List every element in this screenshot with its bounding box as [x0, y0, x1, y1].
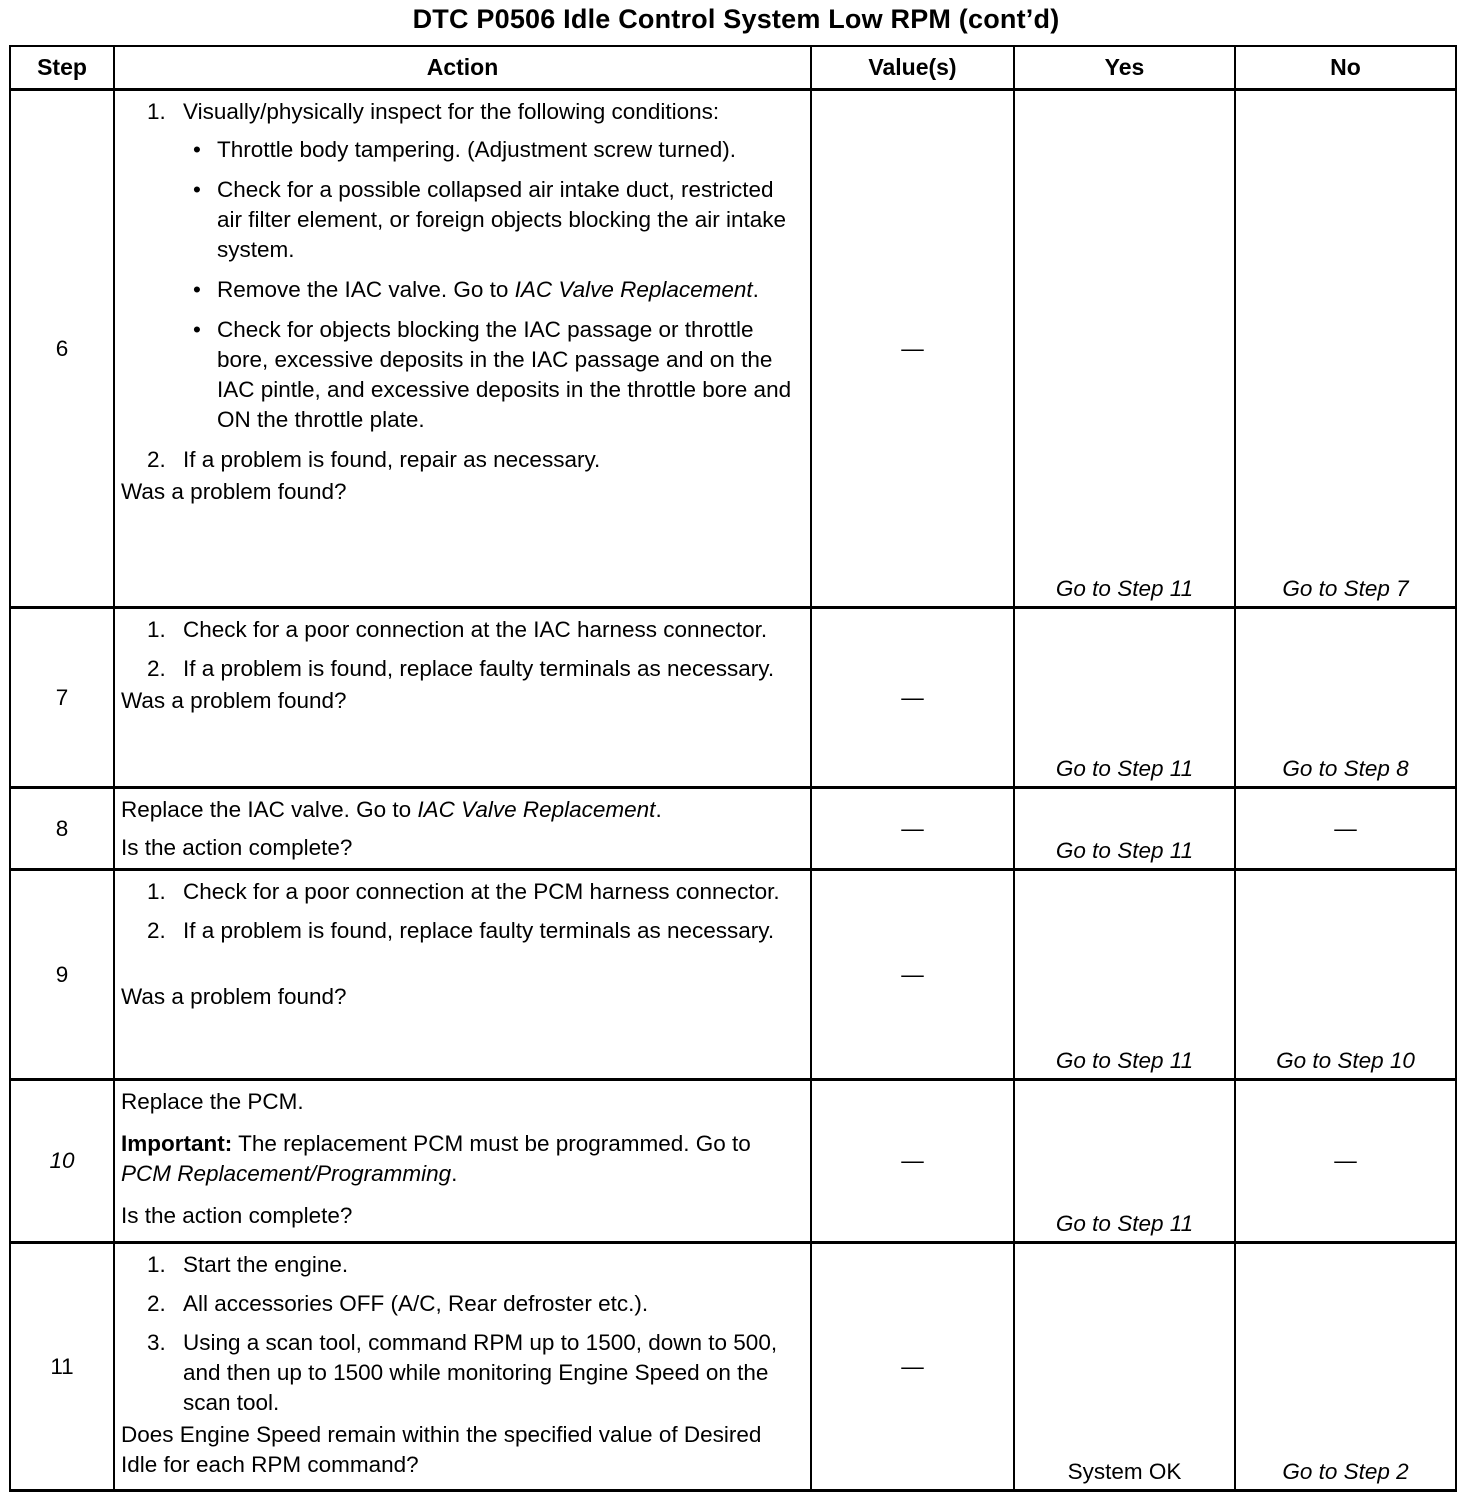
- list-item: [121, 654, 802, 684]
- list-item: [121, 1328, 802, 1418]
- reference-link-text: IAC Valve Replacement: [417, 797, 656, 822]
- item-text: Visually/physically inspect for the following conditions:: [183, 99, 720, 124]
- bullet-text: Check for objects blocking the IAC passage or throttle bore, excessive deposits in the IAC passage and on the IAC pintle, and excessive deposits in the throttle bore and ON the throttle plate.: [217, 317, 792, 432]
- table-row: [10, 1243, 1456, 1491]
- header-yes: Yes: [1014, 46, 1235, 90]
- important-text: The replacement PCM must be programmed. Go to: [232, 1131, 751, 1156]
- item-text: All accessories OFF (A/C, Rear defroster etc.).: [183, 1291, 649, 1316]
- numbered-list: [121, 1250, 802, 1418]
- step-number: 11: [10, 1243, 114, 1491]
- table-row: [10, 788, 1456, 870]
- bullet-text: Check for a possible collapsed air intake duct, restricted air filter element, or foreign objects blocking the air intake system.: [217, 177, 787, 262]
- important-note: [121, 1129, 802, 1189]
- important-label: Important:: [121, 1131, 233, 1156]
- item-text: If a problem is found, repair as necessary.: [183, 447, 601, 472]
- item-number: 1.: [147, 1252, 166, 1277]
- item-number: 1.: [147, 617, 166, 642]
- action-line: [121, 795, 802, 825]
- list-item: [121, 97, 802, 435]
- bullet-text-end: .: [752, 277, 759, 302]
- item-number: 2.: [147, 656, 166, 681]
- list-item: [121, 877, 802, 907]
- step-number: 10: [10, 1080, 114, 1243]
- page-title: DTC P0506 Idle Control System Low RPM (cont’d): [412, 4, 1060, 34]
- item-number: 2.: [147, 1291, 166, 1316]
- action-cell: [114, 788, 811, 870]
- numbered-list: [121, 97, 802, 475]
- reference-link-text: IAC Valve Replacement: [514, 277, 753, 302]
- action-text-end: .: [655, 797, 662, 822]
- bullet-item: [183, 175, 802, 265]
- item-text: If a problem is found, replace faulty terminals as necessary.: [183, 656, 775, 681]
- step-number: 7: [10, 608, 114, 788]
- bullet-item: [183, 275, 802, 305]
- value-cell: —: [811, 90, 1014, 608]
- bullet-icon: •: [193, 277, 201, 302]
- item-number: 1.: [147, 99, 166, 124]
- no-cell: Go to Step 8: [1235, 608, 1456, 788]
- yes-cell: Go to Step 11: [1014, 1080, 1235, 1243]
- action-text: Replace the IAC valve. Go to: [121, 797, 418, 822]
- bullet-text: Throttle body tampering. (Adjustment screw turned).: [217, 137, 736, 162]
- item-number: 2.: [147, 918, 166, 943]
- important-text-end: .: [451, 1161, 458, 1186]
- no-cell: Go to Step 2: [1235, 1243, 1456, 1491]
- item-number: 2.: [147, 447, 166, 472]
- reference-link-text: PCM Replacement/Programming: [121, 1161, 452, 1186]
- yes-cell: Go to Step 11: [1014, 870, 1235, 1080]
- question-text: Was a problem found?: [121, 688, 347, 713]
- item-text: Check for a poor connection at the PCM harness connector.: [183, 879, 780, 904]
- item-text: Check for a poor connection at the IAC harness connector.: [183, 617, 768, 642]
- step-number: 6: [10, 90, 114, 608]
- bullet-icon: •: [193, 137, 201, 162]
- no-cell: —: [1235, 1080, 1456, 1243]
- yes-cell: Go to Step 11: [1014, 90, 1235, 608]
- item-text: Start the engine.: [183, 1252, 349, 1277]
- header-values: Value(s): [811, 46, 1014, 90]
- action-cell: [114, 1243, 811, 1491]
- list-item: [121, 916, 802, 946]
- value-cell: —: [811, 608, 1014, 788]
- question-text: Is the action complete?: [121, 1203, 353, 1228]
- value-cell: —: [811, 870, 1014, 1080]
- table-header-row: [10, 46, 1456, 90]
- table-row: [10, 870, 1456, 1080]
- question-text: Was a problem found?: [121, 479, 347, 504]
- no-cell: Go to Step 10: [1235, 870, 1456, 1080]
- table-row: [10, 90, 1456, 608]
- step-number: 9: [10, 870, 114, 1080]
- value-cell: —: [811, 1243, 1014, 1491]
- item-text: If a problem is found, replace faulty terminals as necessary.: [183, 918, 775, 943]
- item-number: 3.: [147, 1330, 166, 1355]
- table-row: [10, 1080, 1456, 1243]
- bullet-text: Remove the IAC valve. Go to: [217, 277, 515, 302]
- list-item: [121, 445, 802, 475]
- step-number: 8: [10, 788, 114, 870]
- list-item: [121, 615, 802, 645]
- action-line: Replace the PCM.: [121, 1089, 304, 1114]
- value-cell: —: [811, 1080, 1014, 1243]
- list-item: [121, 1289, 802, 1319]
- bullet-list: [183, 135, 802, 435]
- item-number: 1.: [147, 879, 166, 904]
- question-text: Is the action complete?: [121, 835, 353, 860]
- bullet-icon: •: [193, 177, 201, 202]
- action-cell: [114, 90, 811, 608]
- value-cell: —: [811, 788, 1014, 870]
- header-step: Step: [10, 46, 114, 90]
- header-action: Action: [114, 46, 811, 90]
- item-text: Using a scan tool, command RPM up to 1500, down to 500, and then up to 1500 while monitoring Engine Speed on the scan tool.: [183, 1330, 778, 1415]
- action-cell: [114, 608, 811, 788]
- numbered-list: [121, 877, 802, 946]
- yes-cell: Go to Step 11: [1014, 608, 1235, 788]
- no-cell: Go to Step 7: [1235, 90, 1456, 608]
- action-cell: [114, 1080, 811, 1243]
- header-no: No: [1235, 46, 1456, 90]
- yes-cell: Go to Step 11: [1014, 788, 1235, 870]
- yes-cell: System OK: [1014, 1243, 1235, 1491]
- question-text: Does Engine Speed remain within the specified value of Desired Idle for each RPM command?: [121, 1422, 762, 1477]
- question-text: Was a problem found?: [121, 984, 347, 1009]
- table-row: [10, 608, 1456, 788]
- bullet-item: [183, 135, 802, 165]
- bullet-item: [183, 315, 802, 435]
- bullet-icon: •: [193, 317, 201, 342]
- list-item: [121, 1250, 802, 1280]
- no-cell: —: [1235, 788, 1456, 870]
- diagnostic-table: [9, 45, 1457, 1492]
- numbered-list: [121, 615, 802, 684]
- action-cell: [114, 870, 811, 1080]
